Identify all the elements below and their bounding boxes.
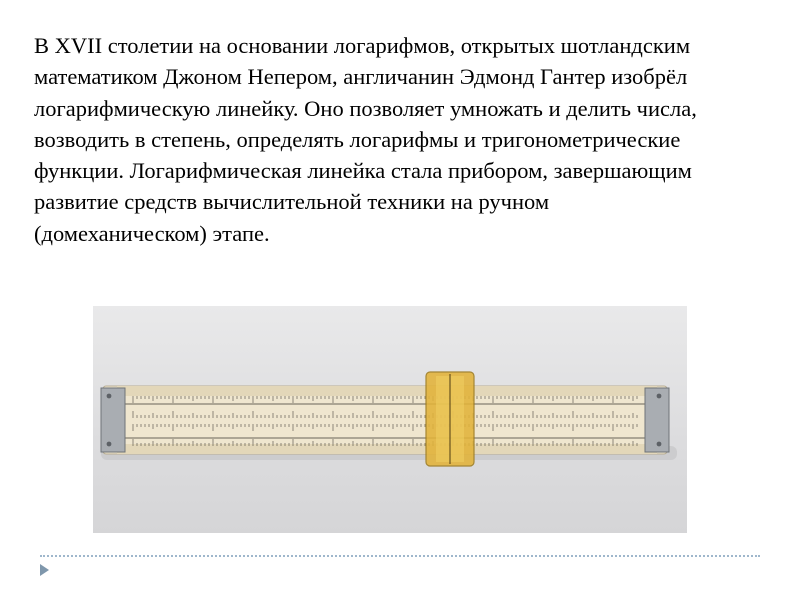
triangle-right-icon xyxy=(40,564,49,576)
footer-divider xyxy=(40,555,760,557)
slide-rule-illustration xyxy=(93,306,687,533)
slide-rule-photo xyxy=(93,306,687,533)
slide-paragraph: В XVII столетии на основании логарифмов, открытых шотландским математиком Джоном Непером, англичанин Эдмонд Гантер изобрёл логарифмическую линейку. Оно позволяет умножать и делить числа, возводить в степень, определять логарифмы и тригонометрические функции. Логарифмическая линейка стала прибором, завершающим развитие средств вычислительной техники на ручном (домеханическом) этапе. xyxy=(34,33,697,246)
